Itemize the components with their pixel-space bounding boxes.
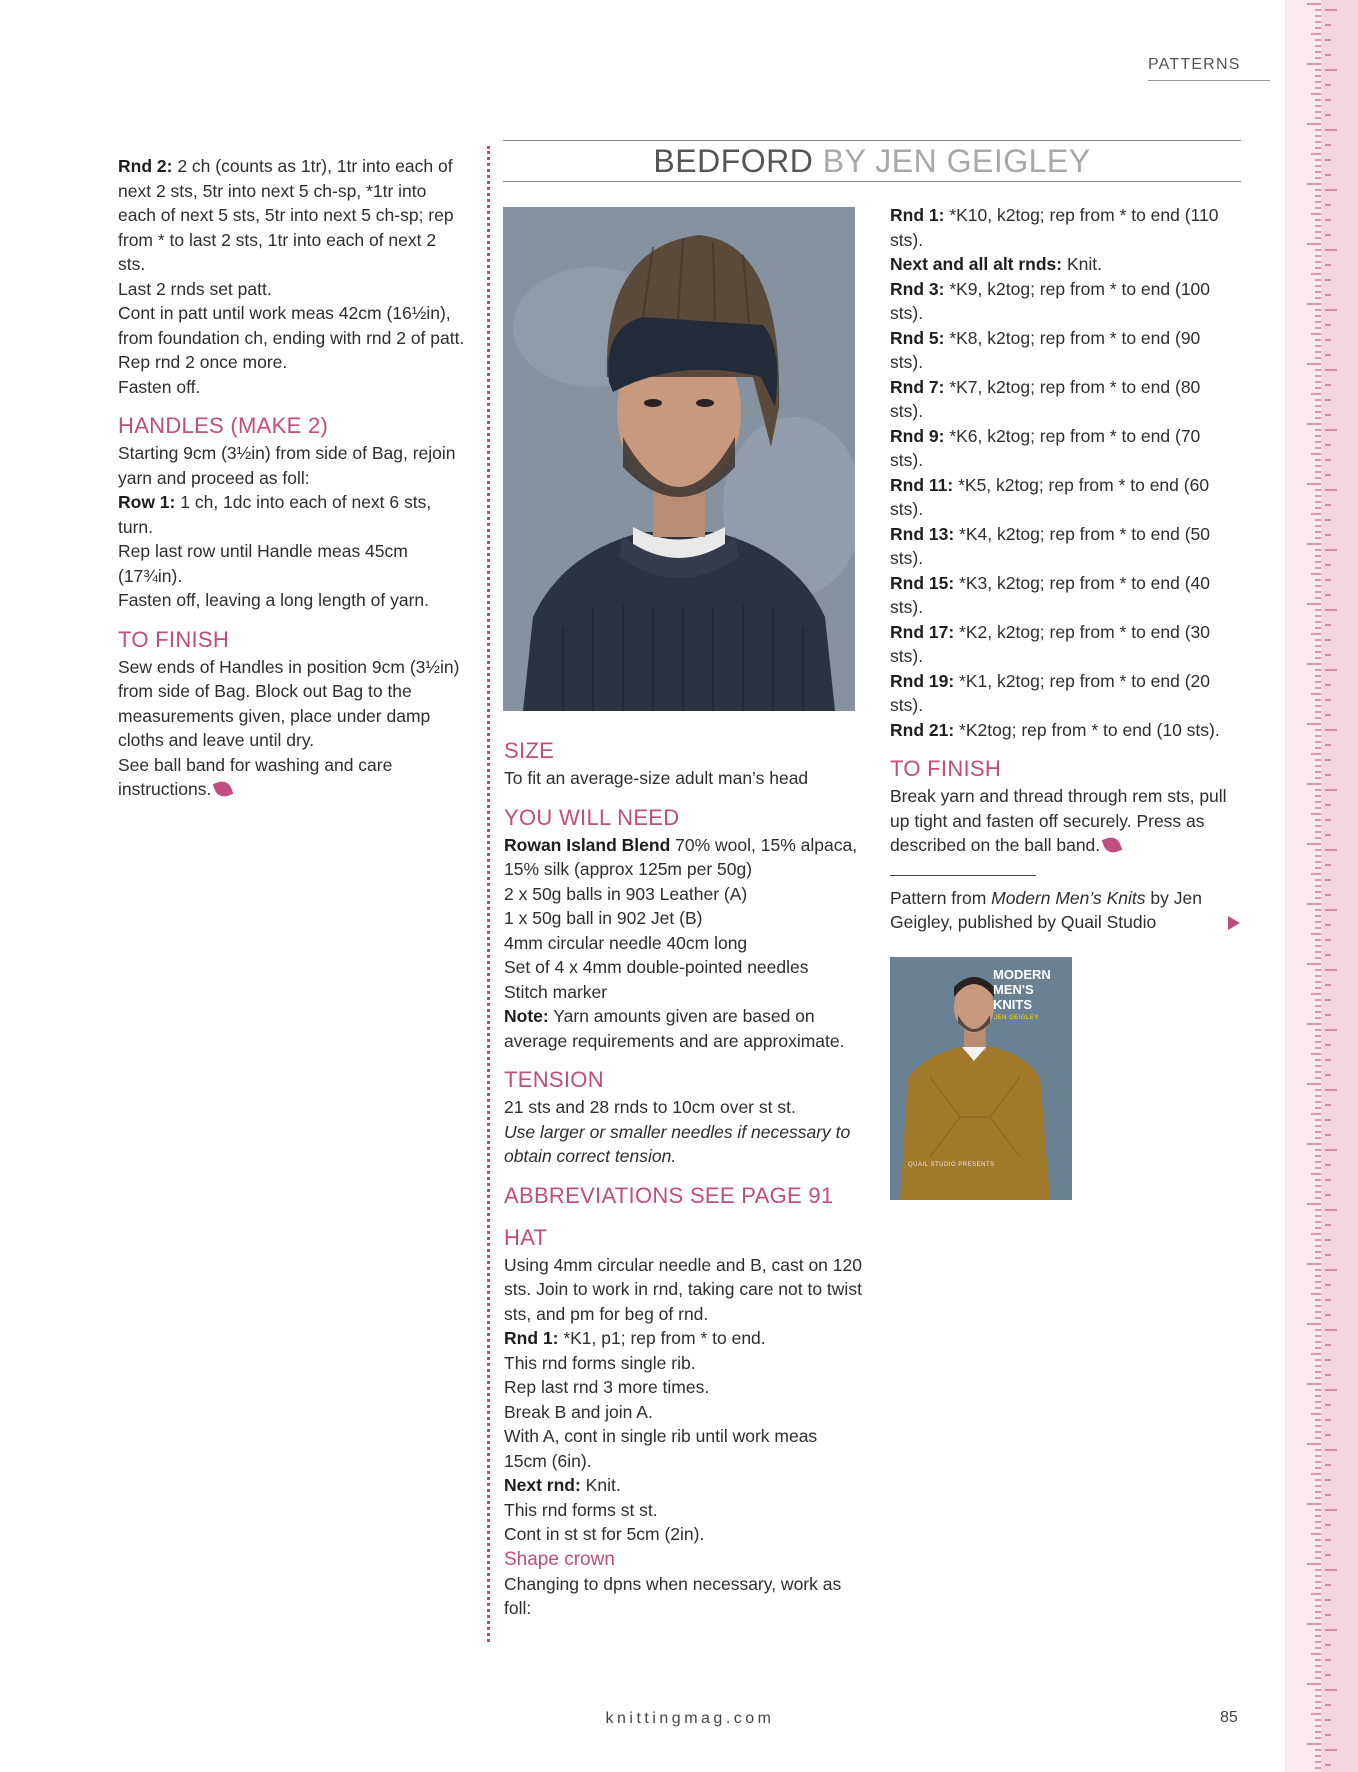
round-line: [890, 473, 1235, 522]
text-line: Fasten off, leaving a long length of yarn.: [118, 590, 429, 610]
tension-heading: TENSION: [504, 1067, 604, 1092]
round-text: Knit.: [1062, 254, 1103, 274]
note-label: Note:: [504, 1006, 549, 1026]
round-label: Rnd 9:: [890, 425, 945, 446]
book-publisher: QUAIL STUDIO PRESENTS: [908, 1162, 995, 1168]
finish-last-text: See ball band for washing and care instructions.: [118, 754, 393, 799]
materials-line: 1 x 50g ball in 902 Jet (B): [504, 908, 703, 928]
round-line: [890, 326, 1235, 375]
shape-crown-subheading: Shape crown: [504, 1548, 615, 1570]
finish-paragraph-right: [890, 784, 1235, 858]
next-rnd-label: Next rnd:: [504, 1475, 581, 1495]
hat-line: Break B and join A.: [504, 1401, 653, 1422]
hat-rnd1-paragraph: [504, 1326, 864, 1351]
text-line: Fasten off.: [118, 376, 201, 397]
hero-photo-man-in-beanie: [503, 207, 855, 711]
row1-label: Row 1:: [118, 492, 176, 512]
text-line: Rep rnd 2 once more.: [118, 352, 288, 372]
round-text: *K7, k2tog; rep from * to end (80 sts).: [890, 376, 1201, 421]
text-line: Sew ends of Handles in position 9cm (3½in) from side of Bag. Block out Bag to the measurements given, place under damp cloths and leave until dry.: [118, 656, 460, 750]
running-head: PATTERNS: [1148, 56, 1270, 81]
column-right: [890, 203, 1235, 935]
book-author: JEN GEIGLEY: [994, 1015, 1039, 1021]
yarn-label: Rowan Island Blend: [504, 834, 671, 855]
round-text: *K10, k2tog; rep from * to end (110 sts).: [890, 205, 1219, 250]
round-text: *K3, k2tog; rep from * to end (40 sts).: [890, 572, 1211, 617]
you-will-need-heading: YOU WILL NEED: [504, 804, 680, 830]
credit-text-a: Pattern from: [890, 887, 992, 908]
page-number: 85: [1220, 1709, 1238, 1726]
dotted-divider: [487, 146, 490, 1642]
yarn-paragraph: [504, 833, 864, 882]
round-line: [890, 375, 1235, 424]
materials-line: Stitch marker: [504, 981, 608, 1002]
column-left: [118, 154, 468, 802]
yarn-text: 70% wool, 15% alpaca, 15% silk (approx 125m per 50g): [504, 834, 858, 879]
hat-line: Cont in st st for 5cm (2in).: [504, 1524, 705, 1544]
row1-text: 1 ch, 1dc into each of next 6 sts, turn.: [118, 492, 432, 537]
note-paragraph: [504, 1004, 864, 1053]
round-label: Rnd 5:: [890, 327, 945, 348]
hat-line: Rep last rnd 3 more times.: [504, 1377, 710, 1397]
hat-line: This rnd forms single rib.: [504, 1352, 696, 1373]
continue-arrow-icon: [1228, 916, 1240, 930]
book-title: MODERN MEN'S KNITS: [993, 967, 1051, 1012]
round-label: Rnd 3:: [890, 278, 945, 299]
size-text: To fit an average-size adult man’s head: [504, 768, 809, 788]
footer-url: knittingmag.com: [605, 1710, 775, 1727]
round-line: [890, 620, 1235, 669]
tension-text: 21 sts and 28 rnds to 10cm over st st.: [504, 1097, 796, 1117]
round-text: *K6, k2tog; rep from * to end (70 sts).: [890, 425, 1201, 470]
hat-rnd1-text: *K1, p1; rep from * to end.: [558, 1328, 766, 1348]
round-line: [890, 571, 1235, 620]
round-label: Rnd 11:: [890, 474, 954, 495]
hat-heading: HAT: [504, 1224, 548, 1250]
round-line: [890, 718, 1235, 743]
handles-intro: Starting 9cm (3½in) from side of Bag, rejoin yarn and proceed as foll:: [118, 443, 456, 488]
text-line: Cont in patt until work meas 42cm (16½in), from foundation ch, ending with rnd 2 of patt.: [118, 303, 465, 348]
note-text: Yarn amounts given are based on average requirements and are approximate.: [504, 1006, 845, 1051]
rnd2-text: 2 ch (counts as 1tr), 1tr into each of next 2 sts, 5tr into next 5 ch-sp, *1tr into each of next 5 sts, 5tr into next 5 ch-sp; rep from * to last 2 sts, 1tr into each of next 2 sts.: [118, 156, 454, 274]
book-cover-image: [890, 957, 1072, 1200]
round-text: *K1, k2tog; rep from * to end (20 sts).: [890, 670, 1211, 715]
materials-line: 2 x 50g balls in 903 Leather (A): [504, 883, 748, 904]
finish-heading-right: TO FINISH: [890, 756, 1002, 781]
round-text: *K8, k2tog; rep from * to end (90 sts).: [890, 327, 1201, 372]
round-text: *K9, k2tog; rep from * to end (100 sts).: [890, 278, 1211, 323]
round-label: Rnd 15:: [890, 572, 955, 593]
size-heading: SIZE: [504, 738, 555, 763]
finish-heading-left: TO FINISH: [118, 626, 230, 652]
round-line: [890, 277, 1235, 326]
rnd2-paragraph: [118, 154, 468, 277]
round-label: Rnd 17:: [890, 621, 955, 642]
finish-last-paragraph: [118, 753, 468, 802]
credit-text-b: by Jen Geigley, published by Quail Studio: [890, 887, 1202, 932]
round-text: *K4, k2tog; rep from * to end (50 sts).: [890, 523, 1211, 568]
next-rnd-text: Knit.: [580, 1475, 621, 1495]
round-label: Rnd 7:: [890, 376, 945, 397]
next-rnd-paragraph: [504, 1473, 864, 1498]
round-label: Rnd 13:: [890, 523, 955, 544]
hat-line: This rnd forms st st.: [504, 1499, 658, 1520]
title-main: BEDFORD: [653, 143, 814, 179]
round-label: Next and all alt rnds:: [890, 254, 1063, 274]
hero-photo-illustration: [503, 207, 855, 711]
crown-rounds-list: [890, 203, 1235, 742]
column-middle: [504, 736, 864, 1621]
row1-paragraph: [118, 490, 468, 539]
text-line: Last 2 rnds set patt.: [118, 278, 272, 299]
handles-heading: HANDLES (MAKE 2): [118, 413, 329, 438]
hat-rnd1-label: Rnd 1:: [504, 1328, 559, 1348]
text-line: Rep last row until Handle meas 45cm (17¾in).: [118, 541, 408, 586]
round-line: [890, 252, 1235, 277]
credit-paragraph: [890, 886, 1235, 935]
abbreviations-heading: ABBREVIATIONS SEE PAGE 91: [504, 1182, 834, 1208]
finish-text-right: Break yarn and thread through rem sts, pull up tight and fasten off securely. Press as described on the ball band.: [890, 786, 1227, 855]
round-line: [890, 424, 1235, 473]
round-text: *K2, k2tog; rep from * to end (30 sts).: [890, 621, 1211, 666]
round-line: [890, 522, 1235, 571]
crown-text: Changing to dpns when necessary, work as foll:: [504, 1573, 842, 1618]
credit-rule: [890, 875, 1036, 876]
ruler-ticks: [1285, 0, 1358, 1772]
materials-line: 4mm circular needle 40cm long: [504, 932, 748, 953]
round-text: *K2tog; rep from * to end (10 sts).: [954, 719, 1220, 740]
leaf-end-icon: [213, 779, 234, 800]
hat-line: With A, cont in single rib until work meas 15cm (6in).: [504, 1426, 818, 1471]
tension-note: Use larger or smaller needles if necessary to obtain correct tension.: [504, 1121, 851, 1166]
title-by: BY JEN GEIGLEY: [813, 143, 1091, 179]
round-text: *K5, k2tog; rep from * to end (60 sts).: [890, 474, 1210, 519]
round-label: Rnd 21:: [890, 719, 955, 740]
round-label: Rnd 19:: [890, 670, 955, 691]
rnd2-label: Rnd 2:: [118, 156, 173, 176]
hat-intro: Using 4mm circular needle and B, cast on 120 sts. Join to work in rnd, taking care not to twist sts, and pm for beg of rnd.: [504, 1254, 862, 1324]
round-line: [890, 203, 1235, 252]
round-line: [890, 669, 1235, 718]
materials-line: Set of 4 x 4mm double-pointed needles: [504, 957, 809, 977]
pattern-title: [503, 140, 1241, 182]
credit-book-title: Modern Men’s Knits: [991, 887, 1146, 908]
leaf-end-icon: [1102, 835, 1123, 856]
round-label: Rnd 1:: [890, 205, 945, 225]
